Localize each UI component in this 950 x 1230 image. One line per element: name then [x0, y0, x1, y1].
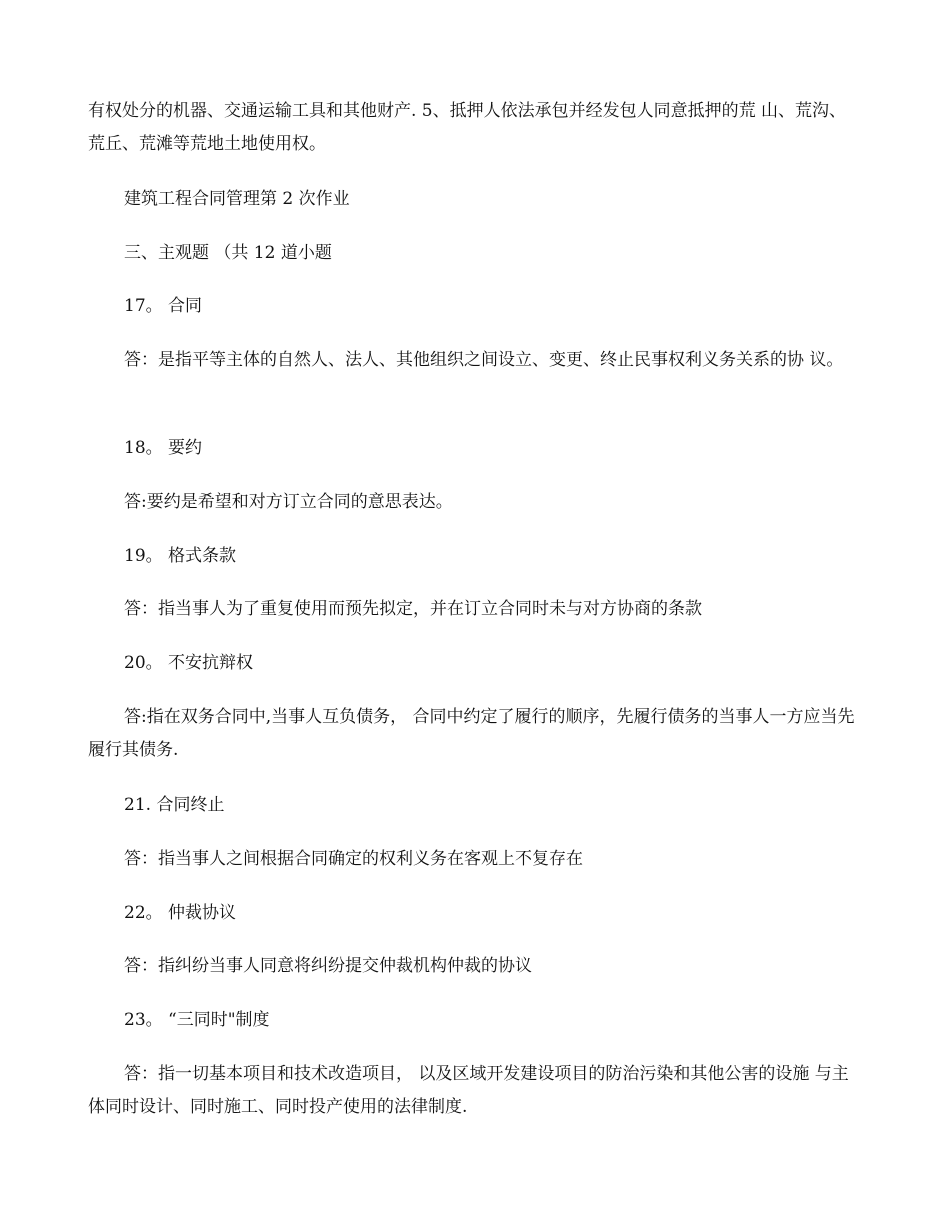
answer-21: 答：指当事人之间根据合同确定的权利义务在客观上不复存在 [124, 849, 583, 869]
assignment-title: 建筑工程合同管理第 2 次作业 [124, 189, 350, 209]
section-heading: 三、主观题 （共 12 道小题 [124, 243, 332, 263]
answer-18: 答:要约是希望和对方订立合同的意思表达。 [124, 492, 453, 512]
answer-23: 答：指一切基本项目和技术改造项目， 以及区域开发建设项目的防治污染和其他公害的设施 与主体同时设计、同时施工、同时投产使用的法律制度. [88, 1064, 849, 1117]
question-23: 23。 “三同时"制度 [124, 1010, 270, 1030]
question-20: 20。 不安抗辩权 [124, 653, 254, 673]
answer-17: 答：是指平等主体的自然人、法人、其他组织之间设立、变更、终止民事权利义务关系的协 议。 [124, 350, 844, 370]
paragraph-collateral-continuation: 有权处分的机器、交通运输工具和其他财产. 5、抵押人依法承包并经发包人同意抵押的荒 山、荒沟、荒丘、荒滩等荒地土地使用权。 [88, 101, 847, 154]
question-17: 17。 合同 [124, 296, 203, 316]
question-21: 21. 合同终止 [124, 795, 225, 815]
answer-22: 答：指纠纷当事人同意将纠纷提交仲裁机构仲裁的协议 [124, 956, 532, 976]
answer-20: 答:指在双务合同中,当事人互负债务， 合同中约定了履行的顺序，先履行债务的当事人一方应当先履行其债务. [88, 707, 855, 760]
question-18: 18。 要约 [124, 438, 203, 458]
question-19: 19。 格式条款 [124, 546, 237, 566]
answer-19: 答：指当事人为了重复使用而预先拟定，并在订立合同时未与对方协商的条款 [124, 599, 702, 619]
question-22: 22。 仲裁协议 [124, 903, 237, 923]
